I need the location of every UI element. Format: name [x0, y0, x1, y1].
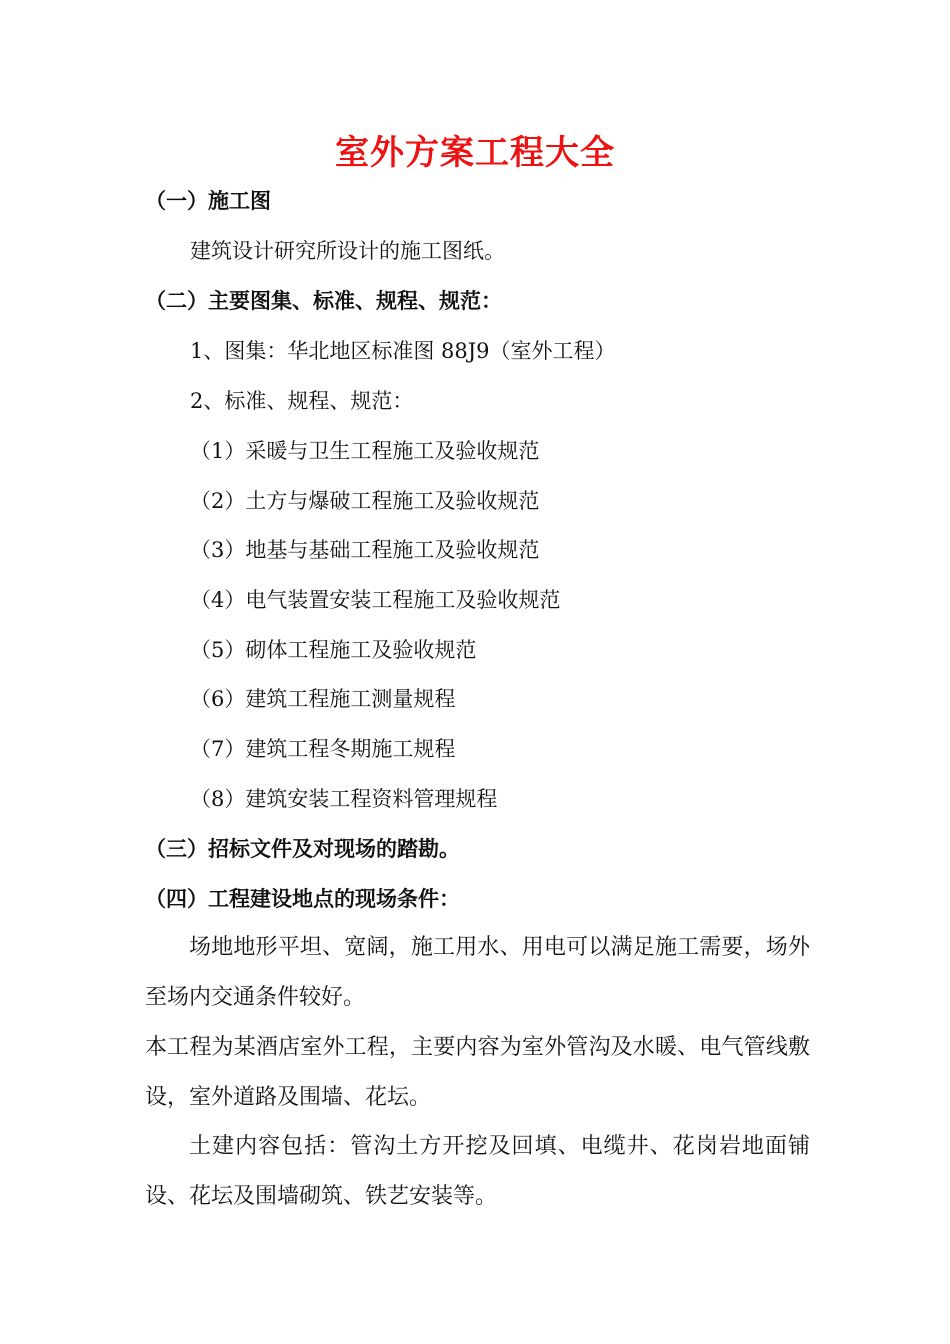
- standard-list-item: （7）建筑工程冬期施工规程: [190, 737, 456, 761]
- project-scope-paragraph: 本工程为某酒店室外工程，主要内容为室外管沟及水暖、电气管线敷设，室外道路及围墙、花坛。: [145, 1035, 810, 1110]
- civil-works-paragraph: 土建内容包括：管沟土方开挖及回填、电缆井、花岗岩地面铺设、花坛及围墙砌筑、铁艺安装等。: [145, 1134, 810, 1209]
- document-title: 室外方案工程大全: [335, 133, 615, 173]
- atlas-item: 1、图集：华北地区标准图 88J9（室外工程）: [190, 339, 616, 363]
- standard-list-item: （8）建筑安装工程资料管理规程: [190, 787, 498, 811]
- standard-list-item: （3）地基与基础工程施工及验收规范: [190, 538, 540, 562]
- standard-list-item: （2）土方与爆破工程施工及验收规范: [190, 489, 540, 513]
- section-1-text: 建筑设计研究所设计的施工图纸。: [190, 239, 505, 263]
- standard-list-item: （4）电气装置安装工程施工及验收规范: [190, 588, 561, 612]
- section-1-heading: （一）施工图: [145, 189, 271, 213]
- section-2-heading: （二）主要图集、标准、规程、规范：: [145, 289, 502, 313]
- site-conditions-paragraph: 场地地形平坦、宽阔，施工用水、用电可以满足施工需要，场外至场内交通条件较好。: [145, 935, 810, 1010]
- standards-item: 2、标准、规程、规范：: [190, 389, 414, 413]
- section-3-heading: （三）招标文件及对现场的踏勘。: [145, 837, 460, 861]
- section-4-heading: （四）工程建设地点的现场条件：: [145, 887, 460, 911]
- standard-list-item: （1）采暖与卫生工程施工及验收规范: [190, 439, 540, 463]
- standard-list-item: （6）建筑工程施工测量规程: [190, 687, 456, 711]
- standard-list-item: （5）砌体工程施工及验收规范: [190, 638, 477, 662]
